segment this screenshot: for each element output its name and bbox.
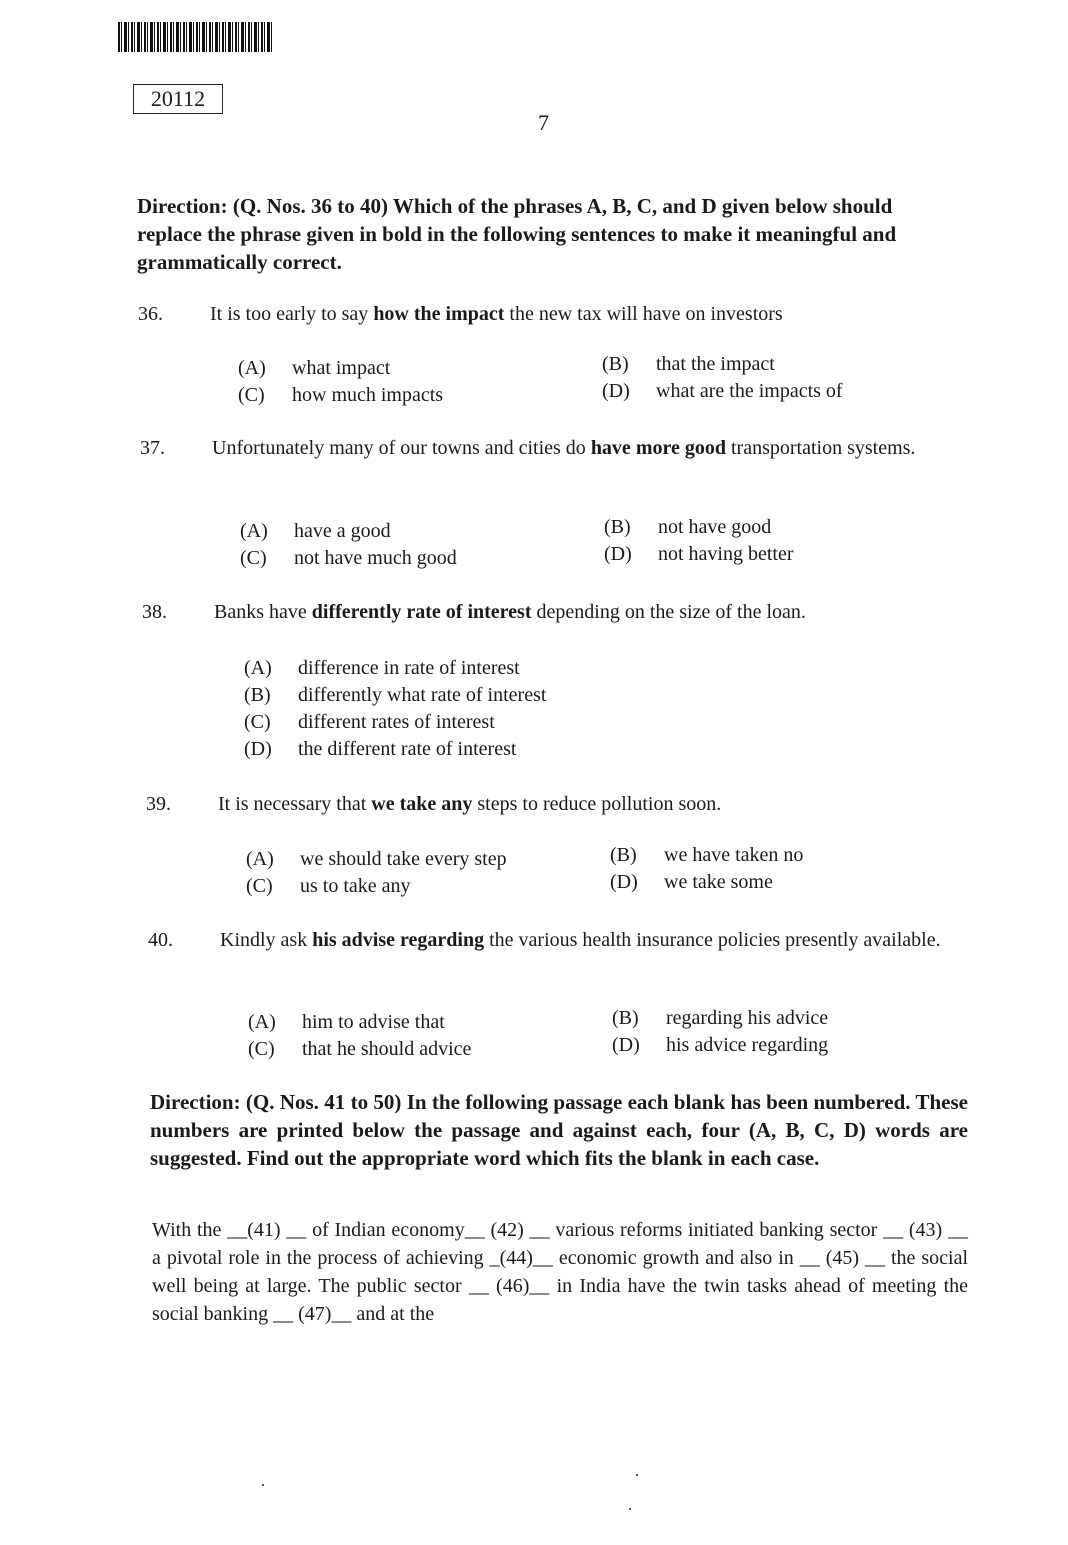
- scan-speck: [262, 1484, 264, 1486]
- option-a[interactable]: (A) difference in rate of interest: [244, 657, 520, 679]
- passage: With the __(41) __ of Indian economy__ (42) __ various reforms initiated banking sector __ (43) __ a pivotal role in the process of achieving _(44)__ economic growth and also in __ (45) __ the social well being at large. The public sector __ (46)__ in India have the twin tasks ahead of meeting the social banking __ (47)__ and at the: [152, 1219, 968, 1325]
- option-c[interactable]: (C) not have much good: [240, 547, 457, 569]
- direction-36-40: Direction: (Q. Nos. 36 to 40) Which of the phrases A, B, C, and D given below should replace the phrase given in bold in the following sentences to make it meaningful and grammatically correct.: [137, 194, 897, 274]
- option-b[interactable]: (B) differently what rate of interest: [244, 684, 547, 706]
- question-40: [148, 926, 966, 986]
- option-d[interactable]: (D) what are the impacts of: [602, 380, 843, 402]
- option-c[interactable]: (C) different rates of interest: [244, 711, 495, 733]
- option-b[interactable]: (B) not have good: [604, 516, 772, 538]
- option-a[interactable]: (A) have a good: [240, 520, 391, 542]
- question-number: 39.: [146, 793, 171, 815]
- barcode: [118, 22, 274, 52]
- question-stem: Banks have differently rate of interest depending on the size of the loan.: [214, 601, 806, 623]
- question-stem: It is too early to say how the impact the new tax will have on investors: [210, 303, 783, 325]
- option-d[interactable]: (D) not having better: [604, 543, 794, 565]
- option-d[interactable]: (D) we take some: [610, 871, 773, 893]
- question-number: 36.: [138, 303, 163, 325]
- page-number: 7: [538, 110, 549, 135]
- option-c[interactable]: (C) us to take any: [246, 875, 411, 897]
- question-number: 37.: [140, 437, 165, 459]
- question-stem: Kindly ask his advise regarding the various health insurance policies presently available.: [220, 929, 941, 951]
- option-c[interactable]: (C) how much impacts: [238, 384, 444, 406]
- option-b[interactable]: (B) we have taken no: [610, 844, 804, 866]
- option-a[interactable]: (A) what impact: [238, 357, 391, 379]
- option-a[interactable]: (A) we should take every step: [246, 848, 507, 870]
- scan-speck: [636, 1474, 638, 1476]
- option-c[interactable]: (C) that he should advice: [248, 1038, 472, 1060]
- question-stem: It is necessary that we take any steps to reduce pollution soon.: [218, 793, 722, 815]
- option-a[interactable]: (A) him to advise that: [248, 1011, 445, 1033]
- option-b[interactable]: (B) that the impact: [602, 353, 775, 375]
- direction-41-50: Direction: (Q. Nos. 41 to 50) In the following passage each blank has been numbered. These numbers are printed below the passage and against each, four (A, B, C, D) words are suggested. Find out the appropriate word which fits the blank in each case.: [150, 1090, 968, 1170]
- option-b[interactable]: (B) regarding his advice: [612, 1007, 829, 1029]
- question-number: 38.: [142, 601, 167, 623]
- question-stem: Unfortunately many of our towns and cities do have more good transportation systems.: [212, 437, 916, 459]
- option-d[interactable]: (D) his advice regarding: [612, 1034, 829, 1056]
- option-d[interactable]: (D) the different rate of interest: [244, 738, 517, 760]
- question-37: [140, 434, 960, 494]
- question-number: 40.: [148, 929, 173, 951]
- paper-code: 20112: [133, 84, 223, 114]
- scan-speck: [629, 1508, 631, 1510]
